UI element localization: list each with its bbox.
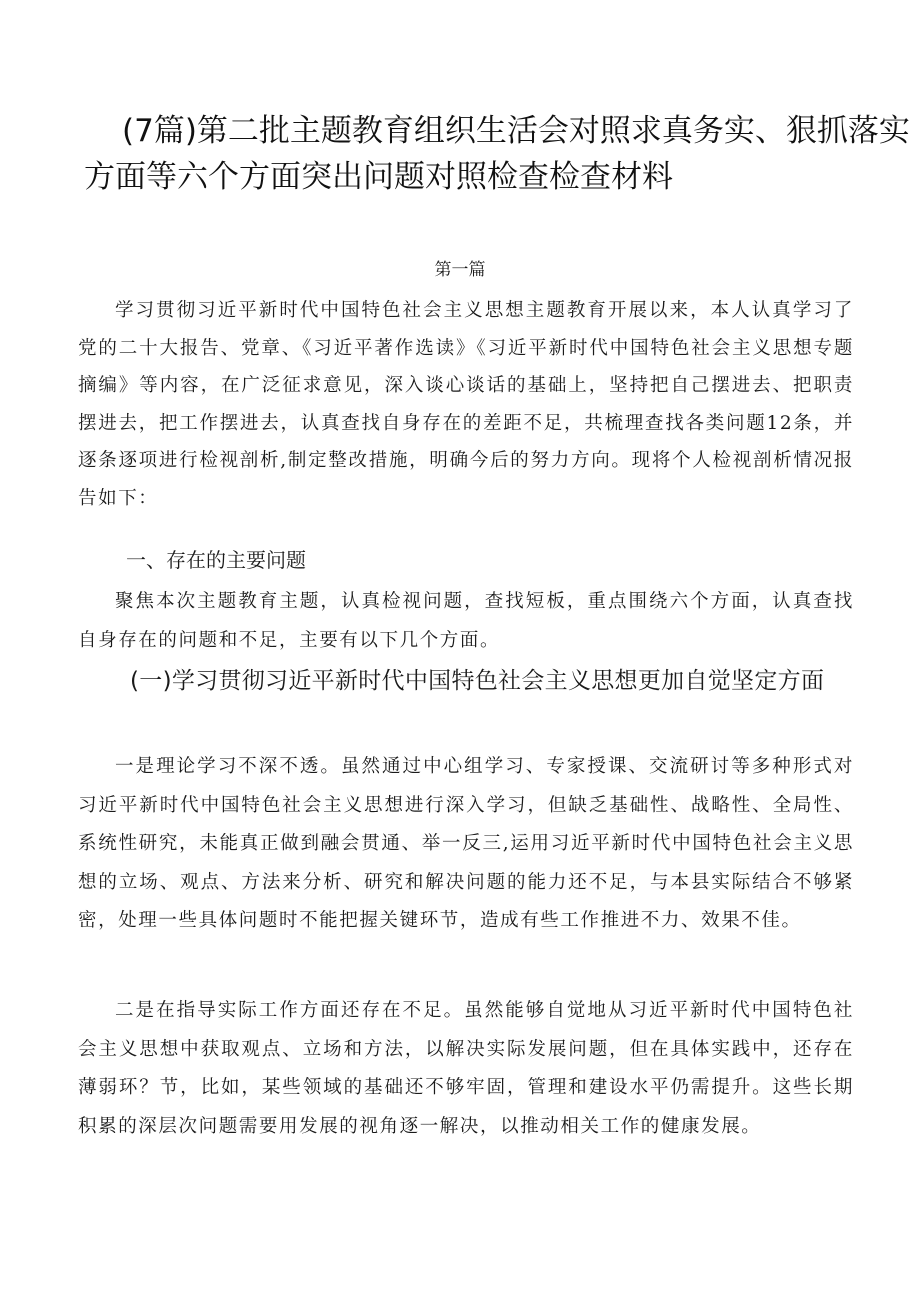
document-title bbox=[0, 108, 920, 200]
point-1-paragraph: 一是理论学习不深不透。虽然通过中心组学习、专家授课、交流研讨等多种形式对习近平新时代中国特色社会主义思想进行深入学习，但缺乏基础性、战略性、全局性、系统性研究，未能真正做到融会贯通、举一反三,运用习近平新时代中国特色社会主义思想的立场、观点、方法来分析、研究和解决问题的能力还不足，与本县实际结合不够紧密，处理一些具体问题时不能把握关键环节，造成有些工作推进不力、效果不佳。 bbox=[78, 756, 854, 932]
section-label: 第一篇 bbox=[434, 260, 486, 280]
document-title-line2: 方面等六个方面突出问题对照检查检查材料 bbox=[84, 159, 673, 195]
document-title-line1: (7篇)第二批主题教育组织生活会对照求真务实、狠抓落实 bbox=[122, 113, 910, 149]
heading-main-problems: 一、存在的主要问题 bbox=[126, 548, 306, 572]
heading-subsection-1: (一)学习贯彻习近平新时代中国特色社会主义思想更加自觉坚定方面 bbox=[130, 668, 825, 694]
intro-paragraph: 学习贯彻习近平新时代中国特色社会主义思想主题教育开展以来，本人认真学习了党的二十大报告、党章、《习近平著作选读》《习近平新时代中国特色社会主义思想专题摘编》等内容，在广泛征求意见，深入谈心谈话的基础上，坚持把自己摆进去、把职责摆进去，把工作摆进去，认真查找自身存在的差距不足，共梳理查找各类问题12条，并逐条逐项进行检视剖析,制定整改措施，明确今后的努力方向。现将个人检视剖析情况报告如下： bbox=[78, 300, 854, 509]
focus-paragraph: 聚焦本次主题教育主题，认真检视问题，查找短板，重点围绕六个方面，认真查找自身存在的问题和不足，主要有以下几个方面。 bbox=[78, 591, 854, 651]
point-2-paragraph: 二是在指导实际工作方面还存在不足。虽然能够自觉地从习近平新时代中国特色社会主义思想中获取观点、立场和方法，以解决实际发展问题，但在具体实践中，还存在薄弱环？节，比如，某些领域的基础还不够牢固，管理和建设水平仍需提升。这些长期积累的深层次问题需要用发展的视角逐一解决，以推动相关工作的健康发展。 bbox=[78, 1000, 854, 1137]
